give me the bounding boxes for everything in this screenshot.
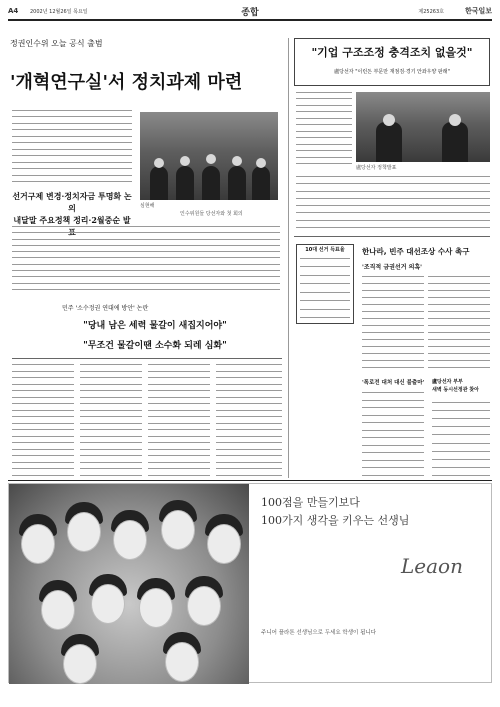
left-news-photo bbox=[140, 112, 278, 200]
chart-body bbox=[300, 258, 350, 318]
page-number: A4 bbox=[8, 7, 19, 15]
right-bottom-box-title: '조직적 금권선거 의혹' bbox=[362, 264, 423, 271]
left-photo-credit: 심현해 bbox=[140, 203, 155, 209]
right-bottom-col-3 bbox=[362, 392, 424, 476]
page-header bbox=[8, 4, 492, 18]
left-subhead: 선거구제 변경·정치자금 투명화 논의 내달말 주요정책 정리·2월중순 발 bbox=[12, 191, 132, 225]
ad-line-1: 100점을 만들기보다 bbox=[261, 496, 360, 509]
right-divider bbox=[294, 236, 490, 237]
left-photo-caption: 인수위원들 당선자와 첫 회의 bbox=[180, 211, 243, 217]
middle-body-col-1 bbox=[12, 364, 74, 476]
middle-divider bbox=[12, 358, 282, 359]
left-body-text bbox=[12, 110, 132, 182]
middle-body-col-4 bbox=[216, 364, 282, 476]
issue-date: 2002년 12월26일 목요일 bbox=[30, 9, 88, 15]
header-rule bbox=[8, 19, 492, 21]
ad-brand: Leaon bbox=[401, 554, 463, 578]
left-kicker: 정권인수위 오늘 공식 출범 bbox=[10, 39, 103, 48]
middle-quote-1: "당내 남은 세력 물갈이 새집지어야" bbox=[83, 321, 227, 331]
edition-number: 제25263호 bbox=[418, 9, 444, 15]
page-footer bbox=[8, 690, 492, 702]
ad-tagline: 주니어 플라톤 선생님으로 두세요 학생이 됩니다 bbox=[261, 630, 377, 636]
right-bottom-col-4 bbox=[432, 402, 490, 476]
advertisement bbox=[8, 483, 492, 683]
masthead: 한국일보 bbox=[464, 7, 492, 15]
right-photo-caption: 盧당선자 정책발표 bbox=[356, 165, 397, 171]
left-body-text-2 bbox=[12, 226, 280, 290]
column-divider bbox=[288, 38, 289, 478]
middle-kicker: 민주 '소수정권 연대에 방안' 논란 bbox=[62, 305, 149, 312]
right-headline: "기업 구조조정 충격조치 없을것" bbox=[311, 46, 473, 59]
right-body-text bbox=[296, 176, 490, 228]
ad-rule bbox=[8, 480, 492, 481]
middle-body-col-2 bbox=[80, 364, 142, 476]
right-bottom-side-head: 盧당선자 부부 새벽 동시선정관 찾아 bbox=[432, 379, 479, 393]
right-news-photo bbox=[356, 92, 490, 162]
right-subhead: 盧당선자 "이런든 부문만 재점검·경기 안좌우양 판래" bbox=[334, 69, 450, 75]
ad-line-2: 100가지 생각을 키우는 선생님 bbox=[261, 514, 410, 527]
right-bottom-col-2 bbox=[428, 276, 490, 368]
ad-children-photo bbox=[9, 484, 249, 684]
right-bottom-box2-title: '폭로전 대처 대신 불출마' bbox=[362, 380, 425, 386]
right-body-col-1 bbox=[296, 92, 352, 164]
right-bottom-headline: 한나라, 빈주 대선조상 수사 촉구 bbox=[362, 247, 470, 256]
middle-body-col-3 bbox=[148, 364, 210, 476]
middle-quote-2: "무조건 물갈이땐 소수화 되레 심화" bbox=[83, 341, 227, 351]
right-bottom-col-1 bbox=[362, 276, 424, 368]
chart-title: 10대 선거 득표율 bbox=[305, 247, 345, 253]
left-headline: '개혁연구실'서 정치과제 마련 bbox=[10, 72, 243, 93]
section-title: 종합 bbox=[241, 8, 259, 18]
